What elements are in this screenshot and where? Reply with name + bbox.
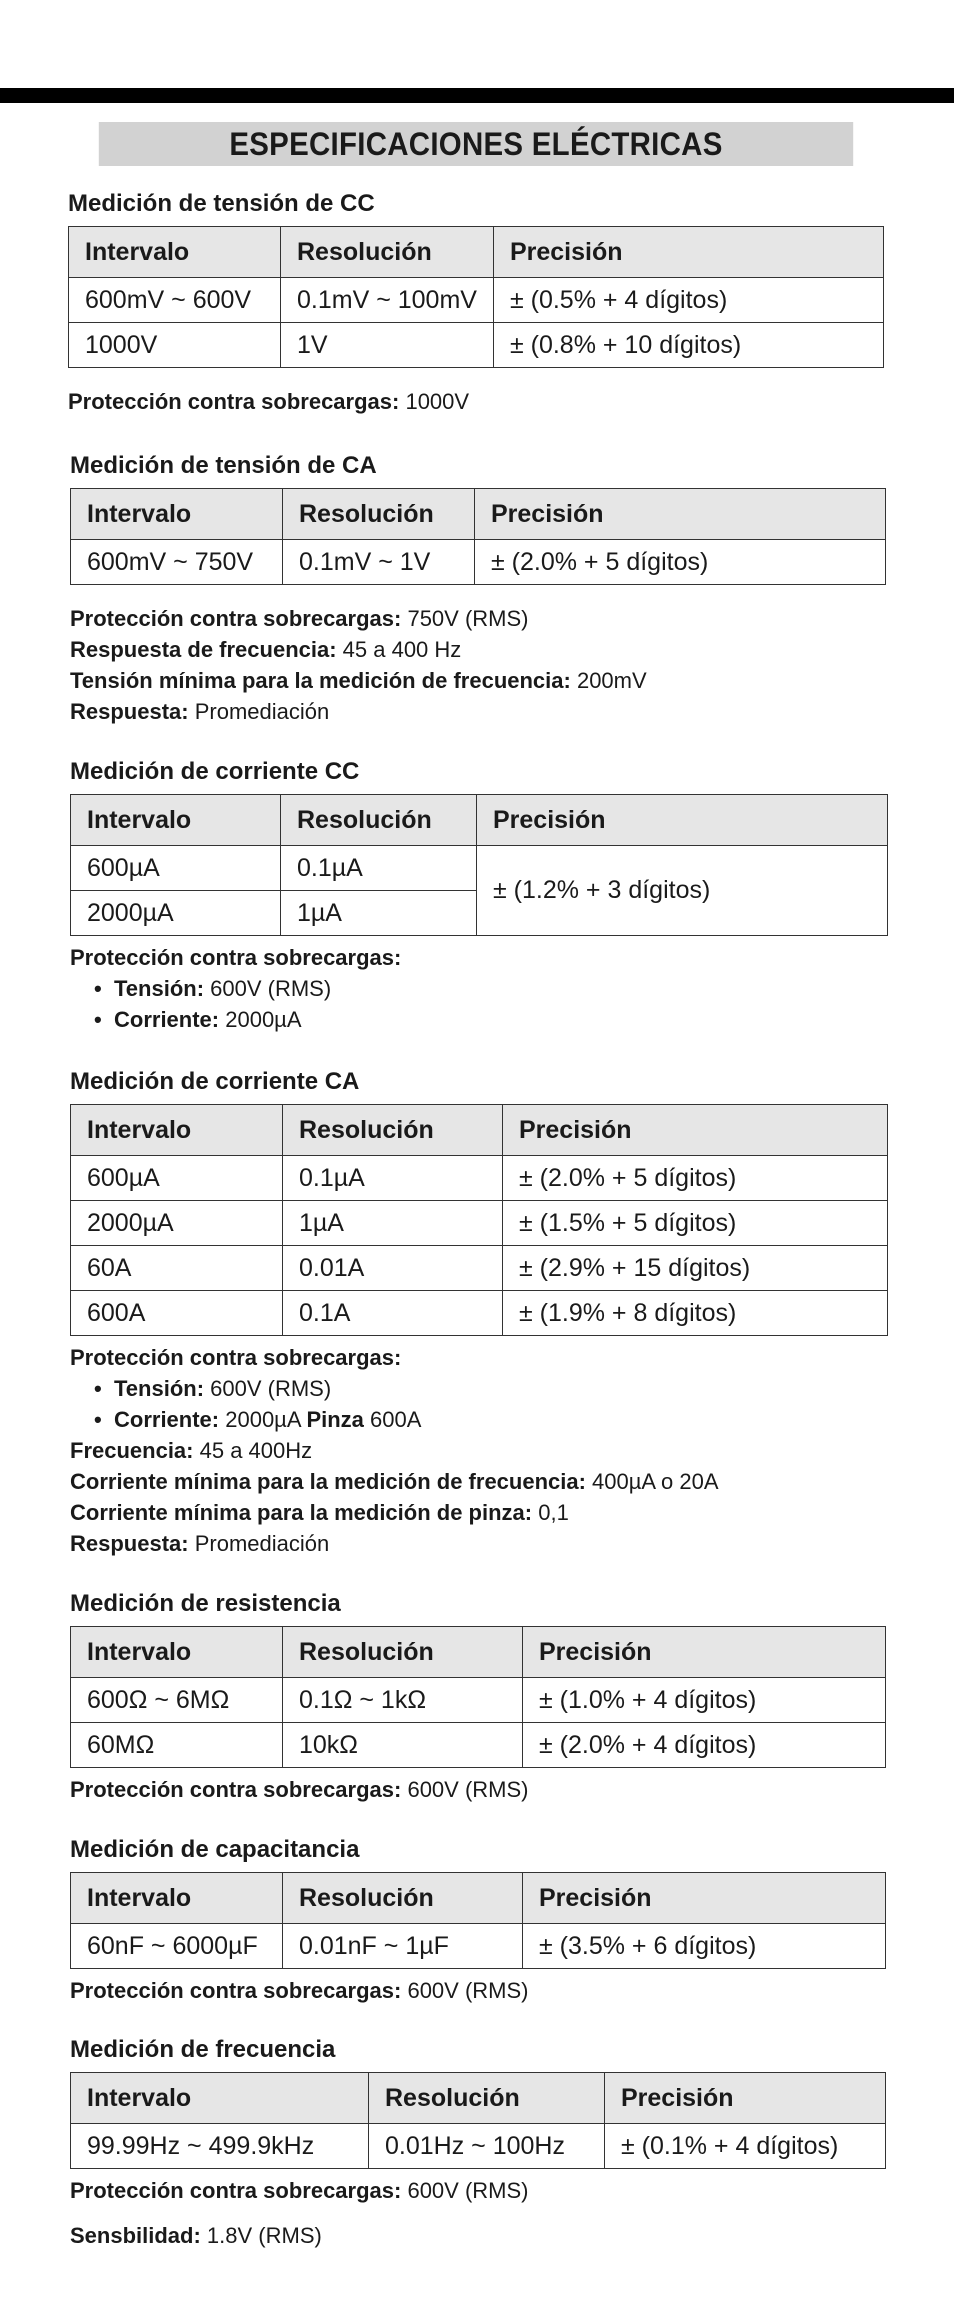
section-title: Medición de tensión de CC bbox=[68, 190, 375, 217]
section-ac-voltage bbox=[70, 452, 886, 727]
section-resistance bbox=[70, 1590, 886, 1805]
cell: ± (3.5% + 6 dígitos) bbox=[523, 1924, 886, 1969]
col-header: Precisión bbox=[475, 489, 886, 540]
notes bbox=[70, 1342, 888, 1559]
table-header bbox=[71, 489, 886, 540]
table-header bbox=[71, 1627, 886, 1678]
note: Respuesta: Promediación bbox=[70, 699, 330, 724]
col-header: Resolución bbox=[283, 489, 475, 540]
col-header: Precisión bbox=[605, 2073, 886, 2124]
note: Protección contra sobrecargas: bbox=[70, 945, 402, 970]
cell: 1µA bbox=[281, 891, 477, 936]
cell: 60nF ~ 6000µF bbox=[71, 1924, 283, 1969]
table-header bbox=[71, 1873, 886, 1924]
note: Sensbilidad: 1.8V (RMS) bbox=[70, 2223, 322, 2248]
cell: 2000µA bbox=[71, 891, 281, 936]
spec-table bbox=[70, 2072, 886, 2169]
spec-table bbox=[70, 1872, 886, 1969]
cell: 0.01Hz ~ 100Hz bbox=[369, 2124, 605, 2169]
cell: 0.1mV ~ 1V bbox=[283, 540, 475, 585]
section-dc-current bbox=[70, 758, 888, 1035]
section-title: Medición de resistencia bbox=[70, 1590, 341, 1617]
page-title: ESPECIFICACIONES ELÉCTRICAS bbox=[99, 122, 853, 166]
col-header: Resolución bbox=[281, 227, 494, 278]
cell: ± (1.5% + 5 dígitos) bbox=[503, 1201, 888, 1246]
cell: 0.1µA bbox=[281, 846, 477, 891]
cell: 2000µA bbox=[71, 1201, 283, 1246]
table-row bbox=[71, 1156, 888, 1201]
note: Corriente mínima para la medición de frecuencia: 400µA o 20A bbox=[70, 1469, 719, 1494]
section-title: Medición de corriente CC bbox=[70, 758, 360, 785]
spec-table bbox=[70, 1626, 886, 1768]
cell: 600A bbox=[71, 1291, 283, 1336]
col-header: Intervalo bbox=[69, 227, 281, 278]
cell: 600Ω ~ 6MΩ bbox=[71, 1678, 283, 1723]
table-row bbox=[71, 2124, 886, 2169]
section-ac-current bbox=[70, 1068, 888, 1559]
cell: 1000V bbox=[69, 323, 281, 368]
note: Corriente mínima para la medición de pinza: 0,1 bbox=[70, 1500, 569, 1525]
note: Protección contra sobrecargas: 1000V bbox=[68, 389, 470, 414]
section-title: Medición de corriente CA bbox=[70, 1068, 360, 1095]
top-bar bbox=[0, 88, 954, 103]
cell: 600µA bbox=[71, 1156, 283, 1201]
table-row bbox=[71, 1678, 886, 1723]
cell: 0.1A bbox=[283, 1291, 503, 1336]
notes bbox=[70, 1774, 886, 1805]
table-row bbox=[69, 323, 884, 368]
notes bbox=[70, 1975, 886, 2006]
table-header bbox=[71, 2073, 886, 2124]
cell: 0.1mV ~ 100mV bbox=[281, 278, 494, 323]
cell: 1V bbox=[281, 323, 494, 368]
note-bullet: • Corriente: 2000µA bbox=[70, 1004, 888, 1035]
section-title: Medición de frecuencia bbox=[70, 2036, 336, 2063]
table-header bbox=[71, 795, 888, 846]
col-header: Resolución bbox=[369, 2073, 605, 2124]
cell: ± (0.5% + 4 dígitos) bbox=[493, 278, 883, 323]
note: Respuesta: Promediación bbox=[70, 1531, 330, 1556]
col-header: Intervalo bbox=[71, 2073, 369, 2124]
note: Protección contra sobrecargas: 600V (RMS) bbox=[70, 2178, 529, 2203]
section-dc-voltage bbox=[68, 190, 884, 417]
notes bbox=[70, 942, 888, 1035]
spec-table bbox=[70, 794, 888, 936]
note: Tensión mínima para la medición de frecuencia: 200mV bbox=[70, 668, 647, 693]
table-header bbox=[69, 227, 884, 278]
cell: 0.01A bbox=[283, 1246, 503, 1291]
col-header: Intervalo bbox=[71, 1873, 283, 1924]
notes bbox=[70, 2175, 886, 2251]
notes bbox=[68, 386, 884, 417]
table-row bbox=[71, 1723, 886, 1768]
cell: ± (0.1% + 4 dígitos) bbox=[605, 2124, 886, 2169]
table-header bbox=[71, 1105, 888, 1156]
cell: ± (2.9% + 15 dígitos) bbox=[503, 1246, 888, 1291]
cell: 99.99Hz ~ 499.9kHz bbox=[71, 2124, 369, 2169]
col-header: Precisión bbox=[477, 795, 888, 846]
note: Frecuencia: 45 a 400Hz bbox=[70, 1438, 313, 1463]
section-frequency bbox=[70, 2036, 886, 2251]
cell: ± (2.0% + 5 dígitos) bbox=[475, 540, 886, 585]
note-bullet: • Tensión: 600V (RMS) bbox=[70, 973, 888, 1004]
cell: 60MΩ bbox=[71, 1723, 283, 1768]
note: Protección contra sobrecargas: 600V (RMS) bbox=[70, 1777, 529, 1802]
col-header: Resolución bbox=[283, 1873, 523, 1924]
cell: 0.1µA bbox=[283, 1156, 503, 1201]
spec-table bbox=[68, 226, 884, 368]
cell: ± (0.8% + 10 dígitos) bbox=[493, 323, 883, 368]
table-row bbox=[71, 846, 888, 891]
col-header: Intervalo bbox=[71, 489, 283, 540]
cell: 600mV ~ 600V bbox=[69, 278, 281, 323]
cell: 600µA bbox=[71, 846, 281, 891]
cell: ± (2.0% + 4 dígitos) bbox=[523, 1723, 886, 1768]
cell: 0.1Ω ~ 1kΩ bbox=[283, 1678, 523, 1723]
notes bbox=[70, 603, 886, 727]
note-bullet: • Corriente: 2000µA Pinza 600A bbox=[70, 1404, 888, 1435]
note: Protección contra sobrecargas: bbox=[70, 1345, 402, 1370]
col-header: Resolución bbox=[281, 795, 477, 846]
col-header: Intervalo bbox=[71, 1105, 283, 1156]
note-bullet: • Tensión: 600V (RMS) bbox=[70, 1373, 888, 1404]
table-row bbox=[71, 1246, 888, 1291]
col-header: Resolución bbox=[283, 1627, 523, 1678]
section-title: Medición de tensión de CA bbox=[70, 452, 377, 479]
cell: ± (1.9% + 8 dígitos) bbox=[503, 1291, 888, 1336]
cell: 0.01nF ~ 1µF bbox=[283, 1924, 523, 1969]
cell: 600mV ~ 750V bbox=[71, 540, 283, 585]
section-title: Medición de capacitancia bbox=[70, 1836, 360, 1863]
note: Protección contra sobrecargas: 750V (RMS) bbox=[70, 606, 529, 631]
table-row bbox=[71, 1924, 886, 1969]
col-header: Intervalo bbox=[71, 1627, 283, 1678]
table-row bbox=[69, 278, 884, 323]
spec-table bbox=[70, 488, 886, 585]
table-row bbox=[71, 1291, 888, 1336]
col-header: Precisión bbox=[493, 227, 883, 278]
spec-table bbox=[70, 1104, 888, 1336]
col-header: Precisión bbox=[523, 1627, 886, 1678]
cell: 60A bbox=[71, 1246, 283, 1291]
table-row bbox=[71, 540, 886, 585]
merged-precision-cell: ± (1.2% + 3 dígitos) bbox=[477, 846, 888, 936]
note: Protección contra sobrecargas: 600V (RMS) bbox=[70, 1978, 529, 2003]
col-header: Precisión bbox=[523, 1873, 886, 1924]
cell: ± (2.0% + 5 dígitos) bbox=[503, 1156, 888, 1201]
col-header: Intervalo bbox=[71, 795, 281, 846]
col-header: Precisión bbox=[503, 1105, 888, 1156]
col-header: Resolución bbox=[283, 1105, 503, 1156]
table-row bbox=[71, 1201, 888, 1246]
note: Respuesta de frecuencia: 45 a 400 Hz bbox=[70, 637, 462, 662]
cell: 1µA bbox=[283, 1201, 503, 1246]
cell: 10kΩ bbox=[283, 1723, 523, 1768]
section-capacitance bbox=[70, 1836, 886, 2006]
cell: ± (1.0% + 4 dígitos) bbox=[523, 1678, 886, 1723]
